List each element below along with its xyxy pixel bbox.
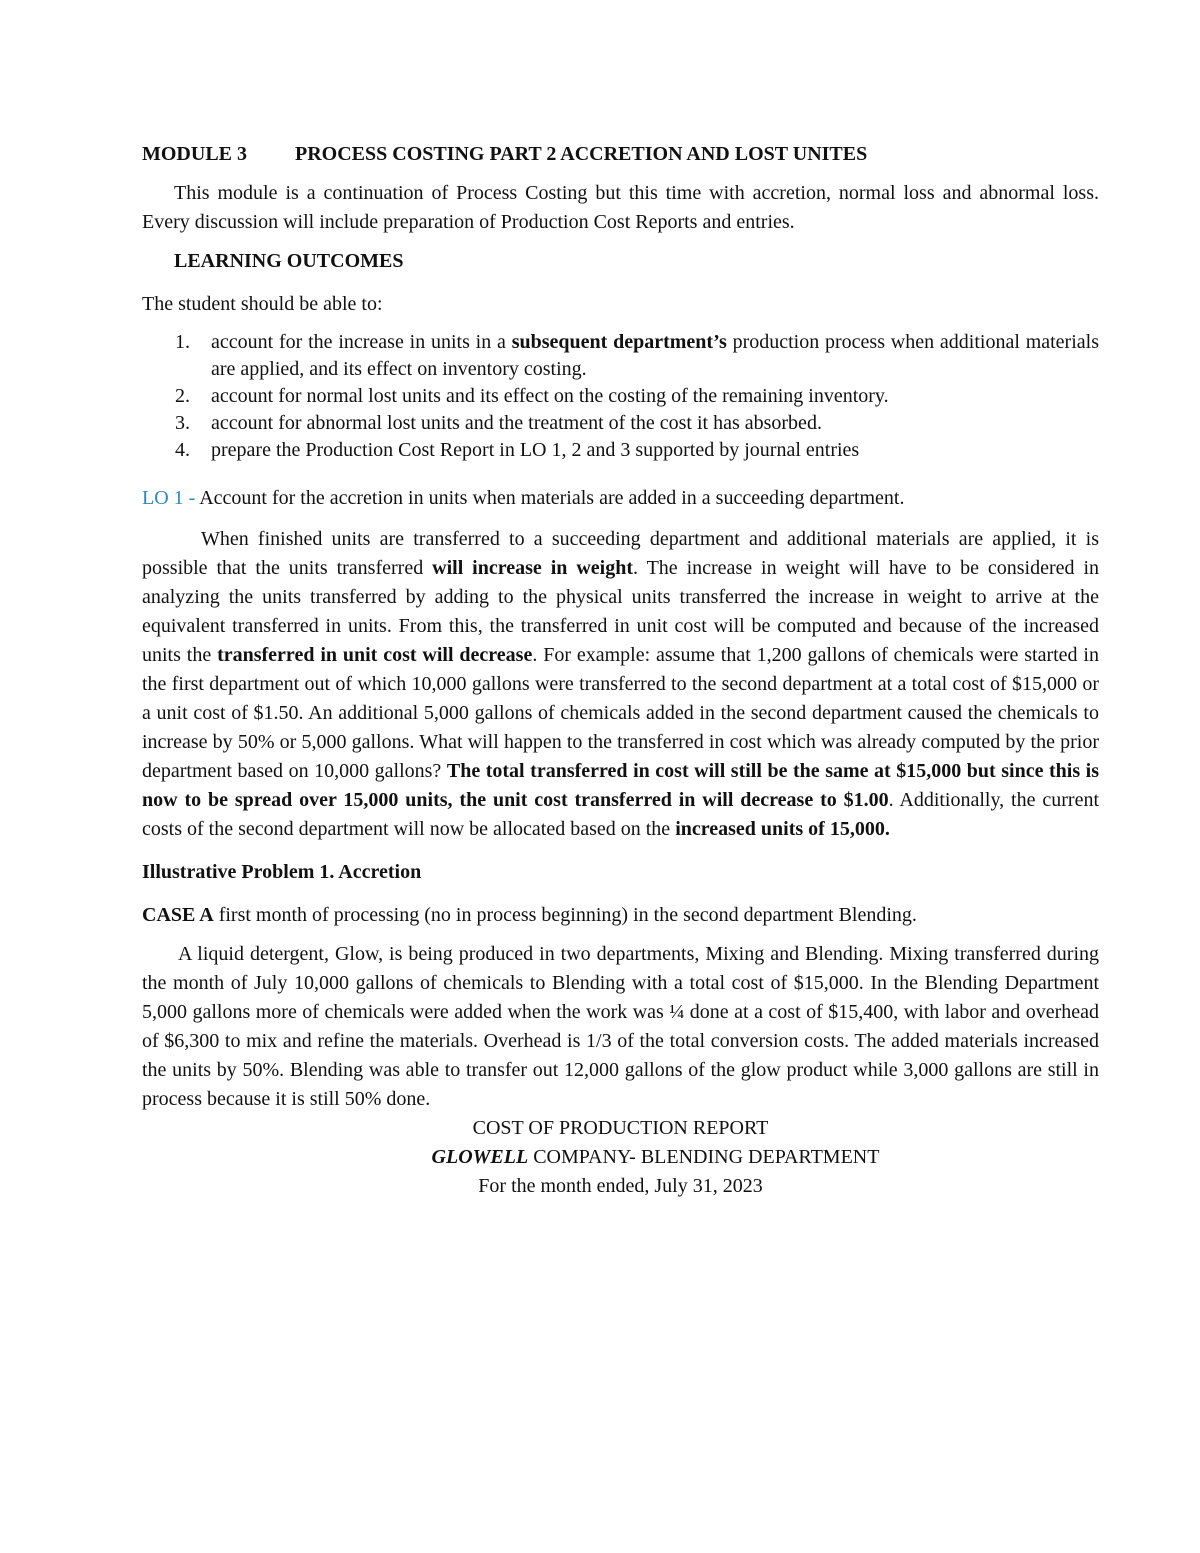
list-item: [142, 383, 1099, 410]
list-number: 3.: [175, 412, 190, 434]
paragraph-text: . The increase in weight will have to be considered in analyzing the units transferred by adding to the physical units transferred the increase in weight to arrive at the equivalent transferred in units. From this, the transferred in unit cost will be computed and because of the increased units the: [142, 557, 1100, 666]
learning-outcomes-heading: LEARNING OUTCOMES: [174, 250, 404, 272]
learning-outcomes-list: [142, 329, 1099, 464]
intro-paragraph: This module is a continuation of Process Costing but this time with accretion, normal loss and abnormal loss. Every discussion will include preparation of Production Cost Reports and entries.: [142, 182, 1099, 233]
department-name: COMPANY- BLENDING DEPARTMENT: [528, 1146, 880, 1168]
document-content: [142, 140, 1099, 1201]
outcome-text: account for the increase in units in a: [211, 331, 512, 353]
paragraph-emphasis: The total transferred in cost will still be the same at $15,000 but since this is now to be spread over 15,000 units, the unit cost transferred in will decrease to $1.00: [142, 760, 1099, 811]
outcome-text: prepare the Production Cost Report in LO 1, 2 and 3 supported by journal entries: [211, 439, 860, 461]
report-period: For the month ended, July 31, 2023: [478, 1175, 763, 1197]
module-heading: PROCESS COSTING PART 2 ACCRETION AND LOST UNITES: [295, 143, 868, 165]
list-number: 4.: [175, 439, 190, 461]
list-item: [142, 329, 1099, 383]
list-item: [142, 437, 1099, 464]
illustrative-problem-heading: Illustrative Problem 1. Accretion: [142, 861, 422, 883]
case-a-line: [142, 901, 1099, 930]
module-number: MODULE 3: [142, 143, 247, 165]
lo1-tag: LO 1 -: [142, 487, 200, 509]
list-item: [142, 410, 1099, 437]
case-label: CASE A: [142, 904, 214, 926]
outcome-text: production process when additional materials are applied, and its effect on inventory costing.: [211, 331, 1099, 380]
list-number: 2.: [175, 385, 190, 407]
accretion-paragraph: [142, 525, 1099, 844]
paragraph-text: . For example: assume that 1,200 gallons of chemicals were started in the first department out of which 10,000 gallons were transferred to the second department at a total cost of $15,000 or a unit cost of $1.50. An additional 5,000 gallons of chemicals added in the second department caused the chemicals to increase by 50% or 5,000 gallons. What will happen to the transferred in cost which was already computed by the prior department based on 10,000 gallons?: [142, 644, 1099, 782]
paragraph-emphasis: transferred in unit cost will decrease: [217, 644, 533, 666]
outcome-text: account for abnormal lost units and the treatment of the cost it has absorbed.: [211, 412, 822, 434]
report-title: COST OF PRODUCTION REPORT: [472, 1117, 769, 1139]
list-number: 1.: [175, 331, 190, 353]
report-company-line: [142, 1143, 1099, 1172]
lo1-text: Account for the accretion in units when materials are added in a succeeding department.: [199, 487, 905, 509]
report-header: [142, 1114, 1099, 1201]
case-text: first month of processing (no in process beginning) in the second department Blending.: [213, 904, 917, 926]
problem-paragraph: A liquid detergent, Glow, is being produced in two departments, Mixing and Blending. Mixing transferred during the month of July 10,000 gallons of chemicals to Blending with a total cost of $15,000. In the Blending Department 5,000 gallons more of chemicals were added when the work was ¼ done at a cost of $15,400, with labor and overhead of $6,300 to mix and refine the materials. Overhead is 1/3 of the total conversion costs. The added materials increased the units by 50%. Blending was able to transfer out 12,000 gallons of the glow product while 3,000 gallons are still in process because it is still 50% done.: [142, 943, 1099, 1110]
paragraph-emphasis: increased units of 15,000.: [675, 818, 890, 840]
company-name: GLOWELL: [431, 1146, 529, 1168]
paragraph-emphasis: will increase in weight: [432, 557, 633, 579]
module-title: [142, 140, 1099, 169]
paragraph-text: When finished units are transferred to a succeeding department and additional materials are applied, it is possible that the units transferred: [142, 528, 1099, 579]
lo1-heading: [142, 484, 1099, 513]
outcome-emphasis: subsequent department’s: [511, 331, 727, 353]
paragraph-text: . Additionally, the current costs of the second department will now be allocated based on the: [142, 789, 1099, 840]
outcome-text: account for normal lost units and its effect on the costing of the remaining inventory.: [211, 385, 889, 407]
learning-outcomes-lead: The student should be able to:: [142, 293, 383, 315]
